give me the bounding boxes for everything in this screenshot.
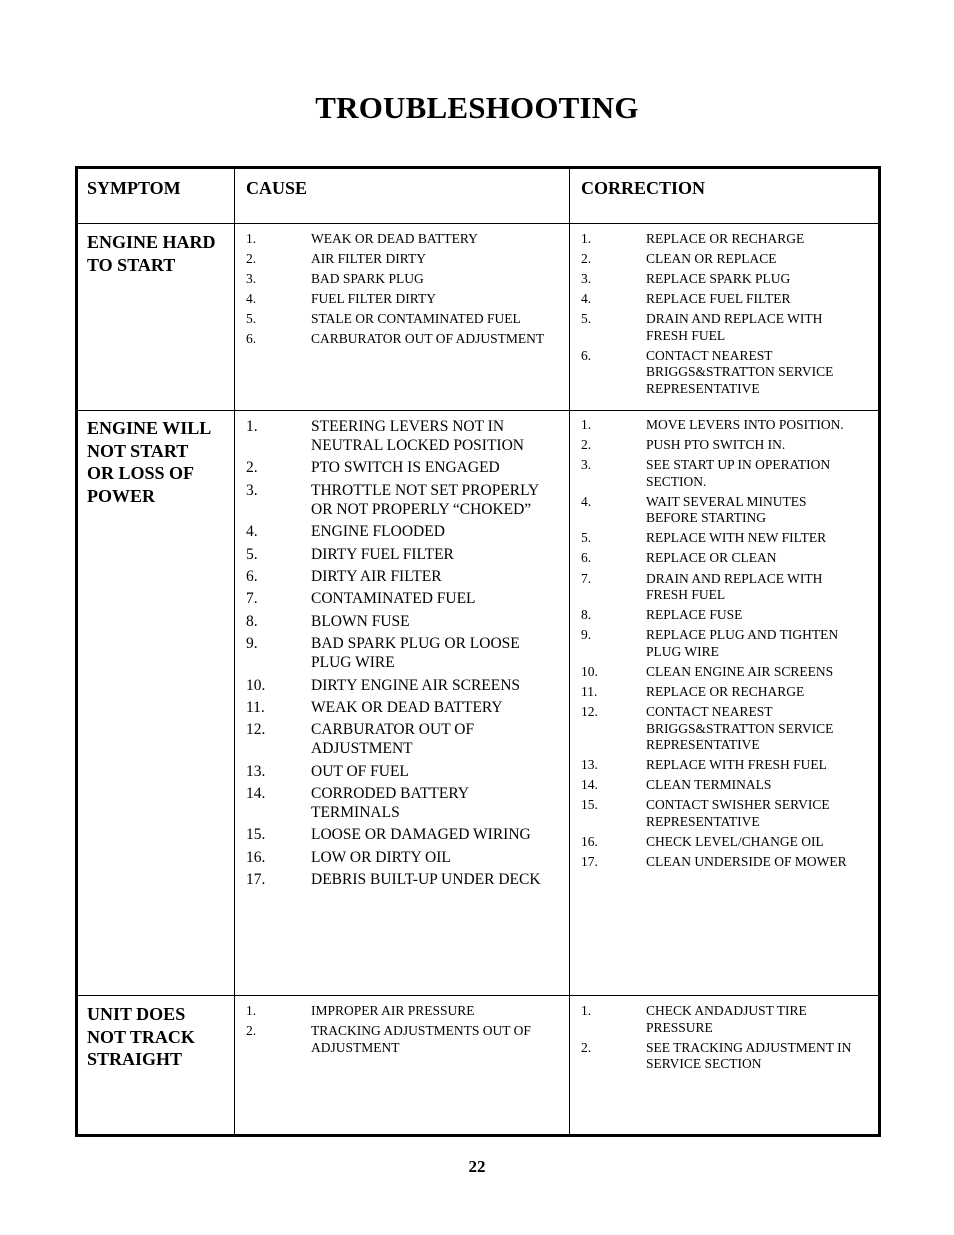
item-number: 4. [581, 291, 592, 306]
item-number: 6. [246, 567, 258, 585]
correction-item [581, 437, 877, 454]
row-divider [78, 223, 878, 224]
item-number: 15. [581, 797, 598, 813]
item-text [311, 291, 564, 308]
item-text-line: REPLACE PLUG AND TIGHTEN [646, 627, 839, 643]
item-number: 3. [246, 271, 257, 286]
item-text-line: REPLACE FUEL FILTER [646, 291, 791, 306]
item-text [646, 457, 877, 490]
item-text [311, 331, 564, 348]
item-text [311, 231, 564, 248]
item-text-line: CLEAN UNDERSIDE OF MOWER [646, 854, 847, 869]
header-symptom: SYMPTOM [87, 178, 181, 198]
item-text-line: CORRODED BATTERY [311, 785, 470, 803]
item-text [311, 545, 564, 564]
correction-item [581, 757, 877, 774]
correction-item [581, 684, 877, 701]
item-number: 17. [581, 854, 598, 869]
item-text-line: DIRTY ENGINE AIR SCREENS [311, 676, 521, 694]
cause-item [246, 1003, 564, 1020]
item-text-line: OR NOT PROPERLY “CHOKED” [311, 500, 532, 518]
item-text-line: SEE START UP IN OPERATION [646, 457, 831, 473]
item-number: 1. [581, 1003, 592, 1018]
item-number: 10. [581, 663, 598, 679]
item-text [646, 854, 877, 871]
item-text [646, 834, 877, 851]
item-number: 16. [581, 833, 598, 849]
item-text [646, 607, 877, 624]
item-text [311, 720, 564, 758]
item-number: 5. [581, 311, 592, 326]
item-text-line: AIR FILTER DIRTY [311, 251, 426, 266]
cause-item [246, 522, 564, 541]
item-text-line: CONTACT NEAREST [646, 704, 773, 720]
item-text-line: ADJUSTMENT [311, 1039, 400, 1055]
item-text [646, 530, 877, 547]
row-divider [78, 410, 878, 411]
item-number: 17. [246, 871, 266, 889]
correction-item [581, 530, 877, 547]
item-text [311, 271, 564, 288]
item-text-line: REPLACE SPARK PLUG [646, 271, 791, 286]
item-text-line: WAIT SEVERAL MINUTES [646, 493, 807, 509]
item-number: 4. [246, 291, 257, 306]
correction-item [581, 777, 877, 794]
item-number: 5. [246, 311, 257, 326]
correction-item [581, 627, 877, 660]
item-text [311, 762, 564, 781]
header-correction: CORRECTION [581, 178, 706, 198]
correction-item [581, 664, 877, 681]
item-number: 1. [246, 231, 257, 246]
cause-item [246, 825, 564, 844]
item-text [646, 550, 877, 567]
correction-item [581, 704, 877, 754]
item-number: 1. [246, 418, 258, 435]
item-text-line: REPRESENTATIVE [646, 737, 760, 753]
item-text [311, 698, 564, 717]
cause-item [246, 567, 564, 586]
item-text-line: ENGINE FLOODED [311, 523, 445, 541]
item-text-line: PLUG WIRE [646, 643, 719, 659]
item-text-line: CHECK LEVEL/CHANGE OIL [646, 833, 824, 849]
item-text [646, 704, 877, 754]
cause-item [246, 762, 564, 781]
item-text [646, 311, 877, 344]
item-text [311, 870, 564, 889]
item-text-line: REPLACE OR RECHARGE [646, 231, 805, 246]
item-text [311, 848, 564, 867]
cause-item [246, 1023, 564, 1056]
cause-item [246, 784, 564, 822]
item-number: 14. [246, 785, 266, 803]
item-text [311, 1023, 564, 1056]
item-number: 2. [581, 251, 592, 266]
row-divider [78, 995, 878, 996]
correction-item [581, 550, 877, 567]
item-number: 13. [581, 757, 598, 773]
cause-item [246, 589, 564, 608]
item-number: 16. [246, 848, 266, 866]
cause-item [246, 634, 564, 672]
item-text [311, 784, 564, 822]
correction-item [581, 271, 877, 288]
item-text [646, 251, 877, 268]
item-text-line: DIRTY AIR FILTER [311, 567, 442, 585]
item-text-line: SECTION. [646, 473, 707, 489]
item-text-line: DRAIN AND REPLACE WITH [646, 311, 823, 326]
symptom-unit-does-not-track-straight: UNIT DOES NOT TRACK STRAIGHT [87, 1004, 195, 1069]
correction-item [581, 417, 877, 434]
item-text-line: MOVE LEVERS INTO POSITION. [646, 417, 844, 432]
item-text-line: FRESH FUEL [646, 327, 726, 343]
item-number: 6. [246, 331, 257, 346]
item-text-line: CLEAN TERMINALS [646, 777, 772, 793]
item-text-line: TRACKING ADJUSTMENTS OUT OF [311, 1023, 531, 1038]
correction-item [581, 607, 877, 624]
item-text-line: DIRTY FUEL FILTER [311, 545, 454, 563]
cause-item [246, 612, 564, 631]
column-divider [234, 169, 235, 1134]
item-text [646, 1003, 877, 1036]
item-text [311, 251, 564, 268]
item-number: 12. [581, 704, 598, 720]
item-text-line: BEFORE STARTING [646, 510, 766, 526]
item-number: 7. [581, 570, 592, 586]
header-cause: CAUSE [246, 178, 308, 198]
item-text [311, 311, 564, 328]
cause-list [246, 417, 564, 889]
item-text-line: OUT OF FUEL [311, 762, 409, 780]
correction-item [581, 251, 877, 268]
cause-item [246, 481, 564, 519]
correction-list [581, 417, 877, 871]
item-number: 5. [581, 530, 592, 546]
item-number: 2. [246, 1023, 257, 1038]
item-text-line: LOW OR DIRTY OIL [311, 848, 451, 866]
cause-item [246, 720, 564, 758]
item-text-line: CLEAN OR REPLACE [646, 251, 777, 266]
item-text-line: REPLACE OR CLEAN [646, 550, 777, 566]
item-number: 9. [581, 627, 592, 643]
item-number: 8. [246, 612, 258, 630]
item-number: 15. [246, 826, 266, 844]
item-text [646, 348, 877, 398]
item-number: 4. [246, 523, 258, 541]
item-text-line: CONTAMINATED FUEL [311, 590, 476, 608]
cause-item [246, 331, 564, 348]
item-number: 1. [581, 231, 592, 246]
item-text-line: STALE OR CONTAMINATED FUEL [311, 311, 521, 326]
item-number: 3. [581, 457, 592, 473]
item-number: 2. [246, 459, 258, 477]
symptom-engine-hard-to-start: ENGINE HARD TO START [87, 232, 216, 275]
item-number: 14. [581, 777, 598, 793]
correction-item [581, 834, 877, 851]
cause-item [246, 870, 564, 889]
correction-item [581, 291, 877, 308]
item-text-line: REPLACE OR RECHARGE [646, 683, 805, 699]
item-text-line: CARBURATOR OUT OF [311, 721, 475, 739]
item-text-line: FRESH FUEL [646, 587, 726, 603]
item-number: 4. [581, 493, 592, 509]
item-number: 2. [246, 251, 257, 266]
correction-item [581, 571, 877, 604]
correction-item [581, 311, 877, 344]
item-text [311, 589, 564, 608]
item-text-line: PLUG WIRE [311, 654, 395, 672]
item-text-line: SERVICE SECTION [646, 1056, 762, 1071]
cause-item [246, 417, 564, 455]
item-text-line: WEAK OR DEAD BATTERY [311, 698, 503, 716]
correction-item [581, 854, 877, 871]
correction-list [581, 1003, 877, 1073]
item-text [646, 231, 877, 248]
cause-list [246, 1003, 564, 1056]
item-text-line: FUEL FILTER DIRTY [311, 291, 436, 306]
item-text-line: BRIGGS&STRATTON SERVICE [646, 720, 834, 736]
item-text-line: REPLACE FUSE [646, 607, 743, 623]
item-number: 1. [246, 1003, 257, 1018]
item-text [311, 1003, 564, 1020]
correction-item [581, 494, 877, 527]
page-number: 22 [468, 1157, 486, 1176]
cause-item [246, 291, 564, 308]
item-text-line: REPRESENTATIVE [646, 380, 760, 396]
item-text-line: BLOWN FUSE [311, 612, 410, 630]
item-text [646, 417, 877, 434]
item-text-line: PUSH PTO SWITCH IN. [646, 437, 786, 453]
item-number: 10. [246, 676, 266, 694]
item-text-line: REPRESENTATIVE [646, 813, 760, 829]
cause-item [246, 545, 564, 564]
item-text-line: PTO SWITCH IS ENGAGED [311, 459, 500, 477]
item-number: 2. [581, 437, 592, 453]
item-text-line: STEERING LEVERS NOT IN [311, 418, 505, 435]
item-text [646, 1040, 877, 1073]
item-text-line: NEUTRAL LOCKED POSITION [311, 437, 524, 454]
item-text-line: CONTACT SWISHER SERVICE [646, 797, 830, 813]
cause-item [246, 848, 564, 867]
item-text [646, 271, 877, 288]
correction-item [581, 457, 877, 490]
item-number: 12. [246, 721, 266, 739]
item-text-line: CONTACT NEAREST [646, 347, 773, 363]
item-text [646, 627, 877, 660]
item-text [311, 634, 564, 672]
item-text [646, 757, 877, 774]
item-text [646, 797, 877, 830]
item-number: 9. [246, 635, 258, 653]
item-text [646, 571, 877, 604]
item-text [646, 437, 877, 454]
item-text [311, 825, 564, 844]
correction-list [581, 231, 877, 397]
item-text [311, 522, 564, 541]
item-text [311, 458, 564, 477]
item-text-line: SEE TRACKING ADJUSTMENT IN [646, 1039, 852, 1055]
cause-item [246, 231, 564, 248]
item-text [646, 494, 877, 527]
item-number: 2. [581, 1039, 592, 1055]
item-text-line: REPLACE WITH NEW FILTER [646, 530, 827, 546]
item-number: 6. [581, 550, 592, 566]
item-text [646, 664, 877, 681]
cause-item [246, 311, 564, 328]
cause-list [246, 231, 564, 348]
item-text-line: BAD SPARK PLUG OR LOOSE [311, 635, 520, 653]
cause-item [246, 251, 564, 268]
item-number: 13. [246, 762, 266, 780]
item-text-line: BRIGGS&STRATTON SERVICE [646, 364, 834, 379]
item-text-line: PRESSURE [646, 1019, 713, 1035]
item-number: 7. [246, 590, 258, 608]
cause-item [246, 676, 564, 695]
item-text [311, 417, 564, 455]
correction-item [581, 348, 877, 398]
item-text-line: TERMINALS [311, 804, 400, 822]
item-number: 3. [581, 271, 592, 286]
troubleshooting-table [75, 166, 881, 1137]
item-text-line: LOOSE OR DAMAGED WIRING [311, 826, 531, 844]
item-text-line: DEBRIS BUILT-UP UNDER DECK [311, 871, 541, 889]
item-number: 5. [246, 545, 258, 563]
cause-item [246, 458, 564, 477]
item-text [311, 612, 564, 631]
item-text-line: REPLACE WITH FRESH FUEL [646, 757, 827, 773]
item-text-line: CHECK ANDADJUST TIRE [646, 1003, 807, 1018]
correction-item [581, 231, 877, 248]
item-number: 1. [581, 417, 592, 432]
item-text [311, 481, 564, 519]
item-number: 3. [246, 481, 258, 499]
item-text-line: BAD SPARK PLUG [311, 271, 424, 286]
cause-item [246, 271, 564, 288]
item-number: 11. [246, 698, 265, 716]
correction-item [581, 1003, 877, 1036]
item-number: 6. [581, 347, 592, 363]
cause-item [246, 698, 564, 717]
item-text-line: CLEAN ENGINE AIR SCREENS [646, 663, 834, 679]
item-text-line: WEAK OR DEAD BATTERY [311, 231, 478, 246]
item-text [311, 567, 564, 586]
item-text [646, 777, 877, 794]
item-text-line: DRAIN AND REPLACE WITH [646, 570, 823, 586]
item-text-line: CARBURATOR OUT OF ADJUSTMENT [311, 331, 545, 346]
item-text [646, 684, 877, 701]
item-text [646, 291, 877, 308]
item-text-line: ADJUSTMENT [311, 740, 413, 758]
item-number: 8. [581, 607, 592, 623]
symptom-engine-will-not-start: ENGINE WILL NOT START OR LOSS OF POWER [87, 418, 212, 506]
correction-item [581, 797, 877, 830]
correction-item [581, 1040, 877, 1073]
item-number: 11. [581, 683, 598, 699]
page-title: TROUBLESHOOTING [315, 90, 639, 125]
item-text-line: IMPROPER AIR PRESSURE [311, 1003, 475, 1018]
item-text-line: THROTTLE NOT SET PROPERLY [311, 481, 540, 499]
column-divider [569, 169, 570, 1134]
item-text [311, 676, 564, 695]
